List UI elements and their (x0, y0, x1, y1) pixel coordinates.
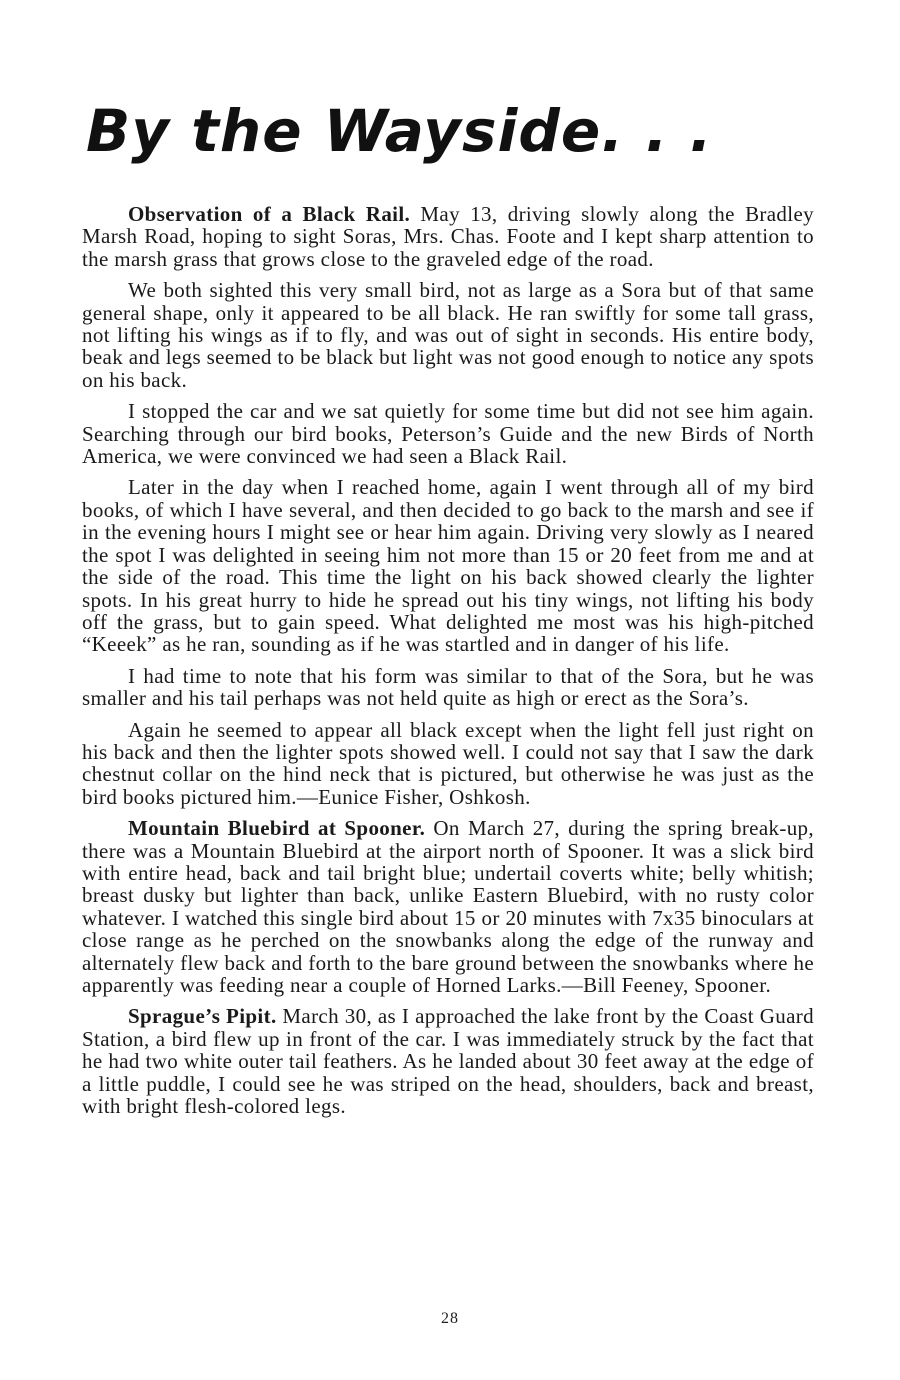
article-spragues-pipit-text: March 30, as I approached the lake front by the Coast Guard Station, a bird flew up in front of the car. I was immediately struck by the fact that he had two white outer tail feathers. As he landed about 30 feet away at the edge of a little puddle, I could see he was striped on the head, shoulders, back and breast, with bright flesh-colored legs. (82, 1004, 814, 1119)
article-black-rail-text-1: May 13, driving slowly along the Bradley Marsh Road, hoping to sight Soras, Mrs. Chas. Foote and I kept sharp attention to the marsh grass that grows close to the graveled edge of the road. (82, 202, 814, 271)
article-column (82, 203, 814, 1126)
article-black-rail-title: Observation of a Black Rail. (128, 202, 411, 226)
article-black-rail-paragraph-2: We both sighted this very small bird, not as large as a Sora but of that same general shape, only it appeared to be all black. He ran swiftly for some tall grass, not lifting his wings as if to fly, and was out of sight in seconds. His entire body, beak and legs seemed to be black but light was not good enough to notice any spots on his back. (82, 278, 814, 392)
article-spragues-pipit-title: Sprague’s Pipit. (128, 1004, 277, 1029)
article-spragues-pipit-paragraph (82, 1005, 814, 1117)
article-mountain-bluebird-paragraph (82, 817, 814, 996)
page-number: 28 (441, 1310, 459, 1327)
article-black-rail-paragraph-6: Again he seemed to appear all black except when the light fell just right on his back and then the lighter spots showed well. I could not say that I saw the dark chestnut collar on the hind neck that is pictured, but otherwise he was just as the bird books pictured him.—Eunice Fisher, Oshkosh. (82, 717, 814, 809)
article-black-rail-paragraph-4: Later in the day when I reached home, again I went through all of my bird books, of which I have several, and then decided to go back to the marsh and see if in the evening hours I might see or hear him again. Driving very slowly as I neared the spot I was delighted in seeing him not more than 15 or 20 feet from me and at the side of the road. This time the light on his back showed clearly the lighter spots. In his great hurry to hide he spread out his tiny wings, not lifting his body off the grass, but to gain speed. What delighted me most was his high-pitched “Keeek” as he ran, sounding as if he was startled and in danger of his life. (82, 475, 814, 657)
article-black-rail-paragraph-1 (82, 203, 814, 270)
article-mountain-bluebird-title: Mountain Bluebird at Spooner. (128, 816, 426, 841)
article-black-rail-paragraph-5: I had time to note that his form was similar to that of the Sora, but he was smaller and his tail perhaps was not held quite as high or erect as the Sora’s. (82, 663, 814, 711)
article-black-rail-paragraph-3: I stopped the car and we sat quietly for some time but did not see him again. Searching through our bird books, Peterson’s Guide and the new Birds of North America, we were convinced we had seen a Black Rail. (82, 399, 814, 469)
article-mountain-bluebird-text: On March 27, during the spring break-up, there was a Mountain Bluebird at the airport north of Spooner. It was a slick bird with entire head, back and tail bright blue; undertail coverts white; belly whitish; breast dusky but lighter than back, unlike Eastern Bluebird, with no rusty color whatever. I watched this single bird about 15 or 20 minutes with 7x35 binoculars at close range as he perched on the snowbanks along the edge of the runway and alternately flew back and forth to the bare ground between the snowbanks where he apparently was feeding near a couple of Horned Larks.—Bill Feeney, Spooner. (82, 816, 814, 997)
page-heading: By the Wayside. . . (86, 97, 713, 165)
